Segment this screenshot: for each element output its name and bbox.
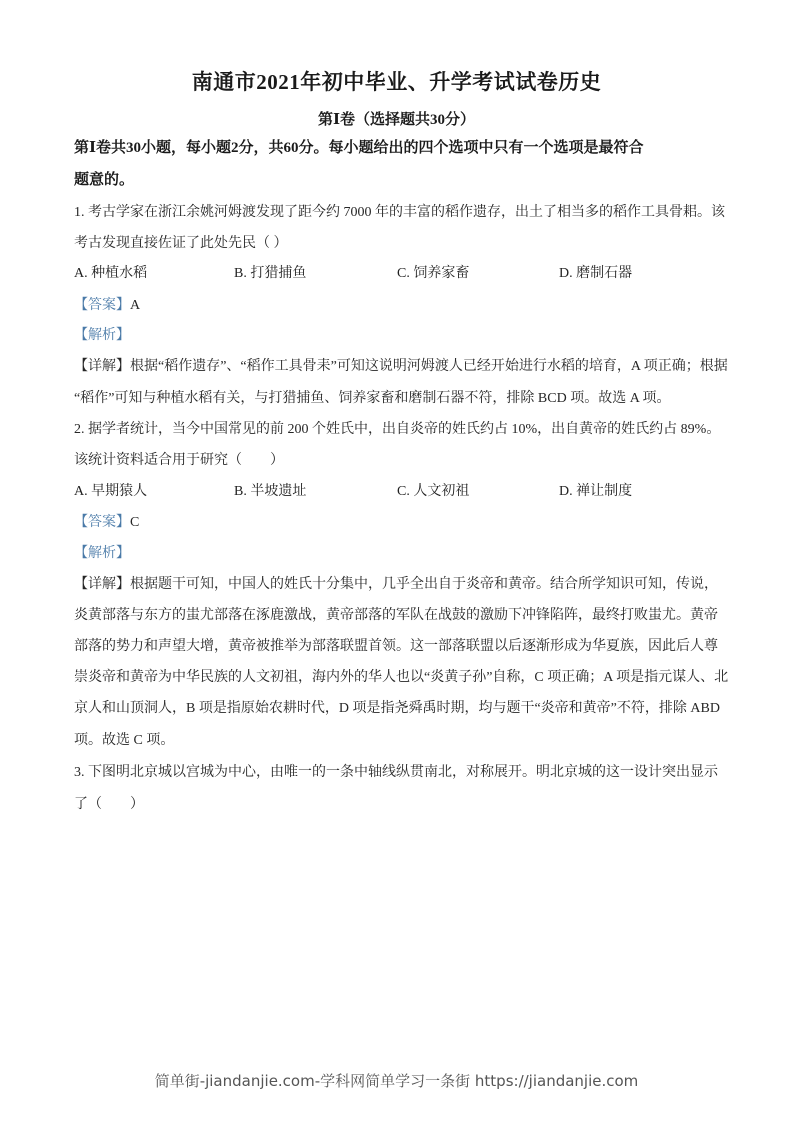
question-2-option-c: C. 人文初祖 — [397, 484, 470, 499]
question-2-detail-line-5: 京人和山顶洞人，B 项是指原始农耕时代，D 项是指尧舜禹时期，均与题干“炎帝和黄帝”不符，排除 ABD — [74, 701, 720, 716]
answer-value: A — [130, 298, 141, 313]
question-3-stem-line-1: 3. 下图明北京城以宫城为中心，由唯一的一条中轴线纵贯南北，对称展开。明北京城的这一设计突出显示 — [74, 765, 718, 780]
analysis-label: 【解析】 — [74, 546, 130, 561]
answer-value: C — [130, 515, 140, 530]
instructions-line-2: 题意的。 — [74, 172, 135, 188]
question-2-stem-line-2: 该统计资料适合用于研究（ ） — [74, 453, 284, 468]
question-1-option-b: B. 打猎捕鱼 — [234, 266, 307, 281]
question-2-detail-line-6: 项。故选 C 项。 — [74, 733, 175, 748]
question-2-detail-line-4: 崇炎帝和黄帝为中华民族的人文初祖，海内外的华人也以“炎黄子孙”自称，C 项正确；A 项是指元谋人、北 — [74, 670, 729, 685]
question-2-answer — [74, 513, 724, 533]
answer-label: 【答案】 — [74, 515, 130, 530]
question-1-detail-line-1: 【详解】根据“稻作遗存”、“稻作工具骨耒”可知这说明河姆渡人已经开始进行水稻的培育，A 项正确；根据 — [74, 359, 728, 374]
question-3-stem-line-2: 了（ ） — [74, 797, 144, 812]
question-1-answer — [74, 296, 724, 316]
analysis-label: 【解析】 — [74, 328, 130, 343]
question-1-option-d: D. 磨制石器 — [559, 266, 633, 281]
question-2-analysis-label — [74, 544, 724, 564]
answer-label: 【答案】 — [74, 298, 130, 313]
question-1-stem-line-1: 1. 考古学家在浙江余姚河姆渡发现了距今约 7000 年的丰富的稻作遗存，出土了相当多的稻作工具骨耜。该 — [74, 205, 725, 220]
question-2-detail-line-3: 部落的势力和声望大增，黄帝被推举为部落联盟首领。这一部落联盟以后逐渐形成为华夏族，因此后人尊 — [74, 639, 718, 654]
detail-label: 【详解】 — [74, 577, 130, 592]
question-1-option-c: C. 饲养家畜 — [397, 266, 470, 281]
question-1-stem-line-2: 考古发现直接佐证了此处先民（ ） — [74, 236, 288, 251]
question-2-detail-line-1: 【详解】根据题干可知，中国人的姓氏十分集中，几乎全出自于炎帝和黄帝。结合所学知识可知，传说， — [74, 577, 718, 592]
document-title: 南通市2021年初中毕业、升学考试试卷历史 — [191, 70, 602, 94]
question-1-analysis-label — [74, 326, 724, 346]
question-2-option-a: A. 早期猿人 — [74, 484, 148, 499]
question-2-option-d: D. 禅让制度 — [559, 484, 633, 499]
detail-label: 【详解】 — [74, 359, 130, 374]
section-title: 第Ⅰ卷（选择题共30分） — [317, 112, 476, 128]
question-2-option-b: B. 半坡遗址 — [234, 484, 307, 499]
page-footer-watermark: 简单街-jiandanjie.com-学科网简单学习一条街 https://jiandanjie.com — [154, 1072, 639, 1090]
question-1-option-a: A. 种植水稻 — [74, 266, 148, 281]
question-2-stem-line-1: 2. 据学者统计，当今中国常见的前 200 个姓氏中，出自炎帝的姓氏约占 10%，出自黄帝的姓氏约占 89%。 — [74, 422, 721, 437]
question-2-detail-line-2: 炎黄部落与东方的蚩尤部落在涿鹿激战，黄帝部落的军队在战鼓的激励下冲锋陷阵，最终打败蚩尤。黄帝 — [74, 608, 718, 623]
question-1-detail-line-2: “稻作”可知与种植水稻有关，与打猎捕鱼、饲养家畜和磨制石器不符，排除 BCD 项。故选 A 项。 — [74, 391, 671, 406]
instructions-line-1: 第Ⅰ卷共30小题，每小题2分，共60分。每小题给出的四个选项中只有一个选项是最符合 — [74, 140, 644, 156]
